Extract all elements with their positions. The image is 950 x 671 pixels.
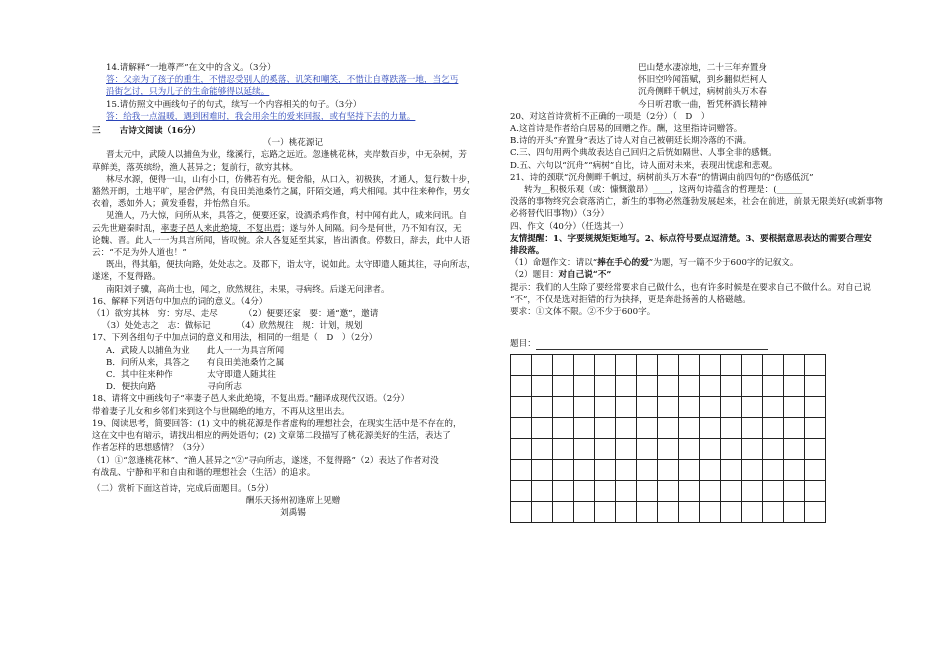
grid-cell[interactable] bbox=[595, 481, 616, 502]
poem-line-3: 沉舟侧畔千帆过，病树前头万木春 bbox=[638, 87, 767, 98]
grid-cell[interactable] bbox=[574, 418, 595, 439]
grid-cell[interactable] bbox=[637, 397, 658, 418]
poem-author: 刘禹锡 bbox=[280, 508, 306, 519]
grid-cell[interactable] bbox=[805, 397, 826, 418]
essay-requirements: 要求：①文体不限。②不少于600字。 bbox=[510, 307, 656, 318]
grid-cell[interactable] bbox=[805, 481, 826, 502]
topic-1-title: 捧在手心的爱 bbox=[597, 258, 649, 269]
grid-cell[interactable] bbox=[763, 376, 784, 397]
question-17-option-b: B．问所从来，具答之 有良田美池桑竹之属 bbox=[106, 357, 285, 368]
question-19-line2: 这在文中也有暗示，请找出相应的两处语句；(2) 文章第二段描写了桃花源美好的生活，表达了 bbox=[92, 431, 451, 442]
grid-cell[interactable] bbox=[763, 481, 784, 502]
topic-hint-line1: 提示：我们的人生除了要经常要求自己做什么，也有许多时候是在要求自己不做什么。对自己说 bbox=[510, 282, 871, 293]
grid-cell[interactable] bbox=[637, 460, 658, 481]
poem-line-1: 巴山楚水凄凉地，二十三年弃置身 bbox=[638, 63, 767, 73]
answer-18: 带着妻子儿女和乡邻们来到这个与世隔绝的地方，不再从这里出去。 bbox=[92, 406, 350, 417]
grid-cell[interactable] bbox=[805, 439, 826, 460]
grid-cell[interactable] bbox=[532, 502, 553, 523]
q16-item-1: （1）欲穷其林 穷：穷尽、走尽 bbox=[92, 309, 218, 320]
grid-cell[interactable] bbox=[721, 502, 742, 523]
answer-19-line2: 有战乱、宁静和平和自由和谐的理想社会（生活）的追求。 bbox=[92, 467, 316, 478]
grid-cell[interactable] bbox=[679, 376, 700, 397]
passage-line-7b: ；遂与外人间隔。问今是何世，乃不知有汉，无 bbox=[281, 223, 462, 234]
answer-14-line1: 答：父亲为了孩子的重生，不惜忍受别人的奚落、讥笑和嘲笑，不惜让自尊跌落一地，当乞丐 bbox=[106, 75, 459, 86]
right-column bbox=[510, 62, 883, 523]
grid-cell[interactable] bbox=[511, 418, 532, 439]
answer-14-line2: 沿街乞讨，只为儿子的生命能够得以延续。 bbox=[106, 87, 270, 98]
question-20-option-b: B.诗的开头“弃置身”表达了诗人对自己被朝廷长期冷落的不满。 bbox=[510, 136, 752, 147]
grid-cell[interactable] bbox=[700, 460, 721, 481]
question-19-line3: 作者怎样的思想感情？（3分） bbox=[92, 443, 210, 454]
grid-cell[interactable] bbox=[763, 397, 784, 418]
grid-cell[interactable] bbox=[700, 355, 721, 376]
question-16-row2 bbox=[92, 320, 494, 332]
question-16: 16、解释下列语句中加点的词的意义。（4分） bbox=[92, 296, 268, 307]
passage-line-2: 草鲜美，落英缤纷，渔人甚异之；复前行，欲穷其林。 bbox=[92, 162, 299, 173]
answer-19: （1）①“忽逢桃花林”、“渔人甚异之”②“寻向所志，遂迷，不复得路”（2）表达了作者对没 bbox=[92, 455, 439, 466]
grid-cell[interactable] bbox=[679, 439, 700, 460]
grid-cell[interactable] bbox=[805, 460, 826, 481]
grid-cell[interactable] bbox=[511, 376, 532, 397]
grid-cell[interactable] bbox=[511, 481, 532, 502]
grid-cell[interactable] bbox=[553, 355, 574, 376]
grid-cell[interactable] bbox=[658, 397, 679, 418]
grid-cell[interactable] bbox=[532, 481, 553, 502]
writing-grid[interactable] bbox=[510, 354, 826, 523]
grid-cell[interactable] bbox=[784, 481, 805, 502]
grid-cell[interactable] bbox=[574, 355, 595, 376]
grid-cell[interactable] bbox=[679, 355, 700, 376]
grid-cell[interactable] bbox=[679, 418, 700, 439]
q16-item-4: （4）欣然规往 规：计划，规划 bbox=[236, 321, 363, 332]
passage-line-11: 遂迷，不复得路。 bbox=[92, 272, 161, 283]
grid-cell[interactable] bbox=[553, 502, 574, 523]
grid-cell[interactable] bbox=[574, 502, 595, 523]
grid-cell[interactable] bbox=[742, 355, 763, 376]
passage-line-10: 既出，得其船，便扶向路，处处志之。及郡下，诣太守，说如此。太守即遣人随其往，寻向所志， bbox=[106, 260, 476, 271]
grid-cell[interactable] bbox=[658, 418, 679, 439]
grid-cell[interactable] bbox=[679, 481, 700, 502]
question-20-option-a: A.这首诗是作者给白居易的回赠之作。酬，这里指诗词赠答。 bbox=[510, 124, 743, 135]
grid-cell[interactable] bbox=[595, 502, 616, 523]
poem-line-2: 怀旧空吟闻笛赋，到乡翻似烂柯人 bbox=[638, 75, 767, 86]
grid-cell[interactable] bbox=[616, 397, 637, 418]
grid-cell[interactable] bbox=[616, 418, 637, 439]
grid-cell[interactable] bbox=[532, 439, 553, 460]
topic-1-prefix: （1）命题作文：请以“ bbox=[510, 258, 598, 269]
grid-cell[interactable] bbox=[574, 439, 595, 460]
topic-hint-line2: “不”，不仅是选对拒错的行为抉择，更是奔赴扬善的人格磁越。 bbox=[510, 294, 751, 305]
grid-cell[interactable] bbox=[616, 460, 637, 481]
poem-line-4: 今日听君歌一曲，暂凭杯酒长精神 bbox=[638, 99, 767, 110]
grid-cell[interactable] bbox=[574, 460, 595, 481]
question-17-option-a: A．武陵人以捕鱼为业 此人一一为具言所闻 bbox=[106, 345, 285, 356]
grid-cell[interactable] bbox=[637, 481, 658, 502]
q16-item-2: （2）便要还家 要：通“邀”，邀请 bbox=[243, 309, 379, 320]
question-17-option-d: D．便扶向路 寻向所志 bbox=[106, 382, 242, 393]
grid-cell[interactable] bbox=[574, 481, 595, 502]
passage-line-7 bbox=[92, 223, 494, 235]
grid-cell[interactable] bbox=[553, 481, 574, 502]
grid-cell[interactable] bbox=[721, 481, 742, 502]
grid-cell[interactable] bbox=[511, 502, 532, 523]
grid-cell[interactable] bbox=[679, 502, 700, 523]
writing-tip: 友情提醒：1、字要规规矩矩地写。2、标点符号要点逗清楚。3、要根据意思表达的需要合理安排段落。 bbox=[510, 233, 872, 257]
question-17-option-c: C．其中往来种作 太守即遣人随其往 bbox=[106, 370, 276, 381]
grid-cell[interactable] bbox=[553, 376, 574, 397]
grid-cell[interactable] bbox=[700, 481, 721, 502]
grid-cell[interactable] bbox=[658, 355, 679, 376]
grid-cell[interactable] bbox=[721, 376, 742, 397]
grid-cell[interactable] bbox=[553, 439, 574, 460]
grid-cell[interactable] bbox=[679, 397, 700, 418]
grid-cell[interactable] bbox=[700, 502, 721, 523]
grid-cell[interactable] bbox=[637, 418, 658, 439]
question-19: 19、阅读思考，简要回答：(1) 文中的桃花源是作者虚构的理想社会，在现实生活中是不存在的， bbox=[92, 418, 462, 429]
essay-title-blank[interactable] bbox=[536, 340, 768, 350]
grid-cell[interactable] bbox=[763, 460, 784, 481]
grid-cell[interactable] bbox=[805, 376, 826, 397]
grid-cell[interactable] bbox=[742, 418, 763, 439]
grid-cell[interactable] bbox=[553, 397, 574, 418]
essay-topic-2 bbox=[510, 269, 880, 281]
question-21: 21、诗的颈联“沉舟侧畔千帆过，病树前头万木春”的情调由前四句的“伤感低沉” bbox=[510, 172, 814, 183]
grid-cell[interactable] bbox=[511, 355, 532, 376]
grid-cell[interactable] bbox=[532, 460, 553, 481]
passage-line-3: 林尽水源，便得一山，山有小口，仿佛若有光。便舍船，从口入，初极狭，才通人，复行数十步， bbox=[106, 174, 476, 185]
poem-title: 酬乐天扬州初逢席上见赠 bbox=[245, 496, 341, 507]
grid-cell[interactable] bbox=[511, 397, 532, 418]
section-4-heading: 四、作文（40分）（任选其一） bbox=[510, 221, 629, 232]
grid-cell[interactable] bbox=[532, 397, 553, 418]
answer-21-line1: 没落的事物终究会衰落消亡，新生的事物必然蓬勃发展起来，社会在前进，前景无限美好(或新事物 bbox=[510, 197, 883, 208]
passage-line-8: 论魏、晋。此人一一为具言所闻，皆叹惋。余人各复延至其家，皆出酒食。停数日，辞去，此中人语 bbox=[92, 235, 471, 246]
grid-cell[interactable] bbox=[742, 481, 763, 502]
question-20-option-d: D.五、六句以“沉舟”“病树”自比，诗人面对未来，表现出忧虑和悲观。 bbox=[510, 160, 778, 171]
question-14: 14.请解释“一地尊严”在文中的含义。（3分） bbox=[106, 63, 276, 73]
subsection-2-title: （二）赏析下面这首诗，完成后面题目。（5分） bbox=[92, 483, 274, 494]
passage-line-6: 见渔人，乃大惊，问所从来，具答之，便要还家，设酒杀鸡作食，村中闻有此人，咸来问讯。自 bbox=[106, 211, 467, 222]
grid-cell[interactable] bbox=[784, 502, 805, 523]
grid-cell[interactable] bbox=[784, 355, 805, 376]
grid-cell[interactable] bbox=[721, 397, 742, 418]
grid-cell[interactable] bbox=[616, 355, 637, 376]
grid-cell[interactable] bbox=[679, 460, 700, 481]
grid-cell[interactable] bbox=[637, 439, 658, 460]
grid-cell[interactable] bbox=[532, 376, 553, 397]
grid-cell[interactable] bbox=[637, 376, 658, 397]
q16-item-3: （3）处处志之 志：做标记 bbox=[102, 321, 211, 332]
answer-21-line2: 必将替代旧事物)）（3分） bbox=[510, 209, 610, 220]
question-20-option-c: C.三、四句用两个典故表达自己回归之后恍如隔世、人事全非的感慨。 bbox=[510, 148, 777, 159]
grid-cell[interactable] bbox=[658, 376, 679, 397]
subsection-1-title: （一）桃花源记 bbox=[262, 138, 324, 149]
grid-cell[interactable] bbox=[763, 355, 784, 376]
grid-cell[interactable] bbox=[742, 460, 763, 481]
grid-cell[interactable] bbox=[637, 355, 658, 376]
grid-cell[interactable] bbox=[763, 439, 784, 460]
grid-cell[interactable] bbox=[742, 502, 763, 523]
grid-cell[interactable] bbox=[595, 418, 616, 439]
question-16-row1 bbox=[92, 308, 494, 320]
grid-cell[interactable] bbox=[721, 460, 742, 481]
grid-cell[interactable] bbox=[784, 376, 805, 397]
question-17: 17、下列各组句子中加点词的意义和用法，相同的一组是（ D ）（2分） bbox=[92, 333, 378, 344]
topic-2-prefix: （2）题目： bbox=[510, 270, 559, 281]
section-3-heading bbox=[92, 125, 494, 137]
passage-line-4: 豁然开朗，土地平旷，屋舍俨然，有良田美池桑竹之属，阡陌交通，鸡犬相闻。其中往来种作，男女 bbox=[92, 187, 471, 198]
passage-line-9: 云：“不足为外人道也！” bbox=[92, 248, 187, 259]
grid-cell[interactable] bbox=[637, 502, 658, 523]
grid-cell[interactable] bbox=[721, 418, 742, 439]
grid-cell[interactable] bbox=[742, 439, 763, 460]
grid-cell[interactable] bbox=[763, 418, 784, 439]
topic-2-title: 对自己说“不” bbox=[558, 270, 612, 281]
grid-cell[interactable] bbox=[721, 439, 742, 460]
passage-line-5: 衣着，悉如外人；黄发垂髫，并怡然自乐。 bbox=[92, 199, 256, 210]
question-20: 20、对这首诗赏析不正确的一项是（2分）（ D ） bbox=[510, 111, 710, 122]
essay-title-label: 题目： bbox=[510, 339, 536, 350]
section-3-title: 古诗文阅读（16分） bbox=[119, 126, 201, 137]
grid-cell[interactable] bbox=[784, 460, 805, 481]
grid-cell[interactable] bbox=[532, 355, 553, 376]
topic-1-suffix: ”为题，写一篇不少于600字的记叙文。 bbox=[648, 258, 799, 269]
question-15: 15.请仿照文中画线句子的句式，续写一个内容相关的句子。（3分） bbox=[106, 99, 362, 110]
grid-cell[interactable] bbox=[595, 397, 616, 418]
grid-cell[interactable] bbox=[616, 481, 637, 502]
answer-15: 答：给我一点温暖，遇到困难时，我会用余生的爱来回报，或有坚持下去的力量。 bbox=[106, 111, 416, 122]
grid-cell[interactable] bbox=[784, 439, 805, 460]
grid-cell[interactable] bbox=[595, 439, 616, 460]
grid-cell[interactable] bbox=[553, 460, 574, 481]
grid-cell[interactable] bbox=[784, 418, 805, 439]
question-21-line2: 转为__积极乐观（或：慷慨激昂）____，这两句诗蕴含的哲理是：(______ bbox=[524, 185, 803, 196]
grid-cell[interactable] bbox=[658, 502, 679, 523]
grid-cell[interactable] bbox=[700, 439, 721, 460]
grid-cell[interactable] bbox=[700, 418, 721, 439]
underlined-sentence: 率妻子邑人来此绝境，不复出焉 bbox=[160, 223, 282, 234]
grid-cell[interactable] bbox=[553, 418, 574, 439]
grid-cell[interactable] bbox=[805, 502, 826, 523]
grid-cell[interactable] bbox=[700, 376, 721, 397]
grid-cell[interactable] bbox=[700, 397, 721, 418]
grid-cell[interactable] bbox=[742, 397, 763, 418]
section-3-number: 三 bbox=[92, 126, 101, 137]
grid-cell[interactable] bbox=[532, 418, 553, 439]
passage-line-1: 晋太元中，武陵人以捕鱼为业，缘溪行，忘路之远近。忽逢桃花林，夹岸数百步，中无杂树，芳 bbox=[106, 150, 467, 161]
grid-cell[interactable] bbox=[616, 439, 637, 460]
passage-line-12: 南阳刘子骥，高尚士也，闻之，欣然规往，未果，寻病终。后遂无问津者。 bbox=[106, 284, 390, 295]
grid-cell[interactable] bbox=[805, 355, 826, 376]
essay-topic-1 bbox=[510, 257, 880, 269]
question-18: 18、请将文中画线句子“率妻子邑人来此绝境，不复出焉。”翻译成现代汉语。（2分） bbox=[92, 394, 410, 405]
essay-title-field[interactable] bbox=[510, 338, 880, 350]
grid-cell[interactable] bbox=[658, 481, 679, 502]
grid-cell[interactable] bbox=[616, 376, 637, 397]
grid-cell[interactable] bbox=[658, 439, 679, 460]
grid-cell[interactable] bbox=[595, 460, 616, 481]
grid-cell[interactable] bbox=[658, 460, 679, 481]
grid-cell[interactable] bbox=[574, 376, 595, 397]
passage-line-7a: 云先世避秦时乱， bbox=[92, 223, 161, 234]
grid-cell[interactable] bbox=[574, 397, 595, 418]
grid-cell[interactable] bbox=[784, 397, 805, 418]
grid-cell[interactable] bbox=[595, 355, 616, 376]
left-column bbox=[92, 62, 494, 520]
grid-cell[interactable] bbox=[805, 418, 826, 439]
grid-cell[interactable] bbox=[742, 376, 763, 397]
grid-cell[interactable] bbox=[511, 460, 532, 481]
grid-cell[interactable] bbox=[763, 502, 784, 523]
grid-cell[interactable] bbox=[721, 355, 742, 376]
grid-cell[interactable] bbox=[595, 376, 616, 397]
grid-cell[interactable] bbox=[511, 439, 532, 460]
grid-cell[interactable] bbox=[616, 502, 637, 523]
